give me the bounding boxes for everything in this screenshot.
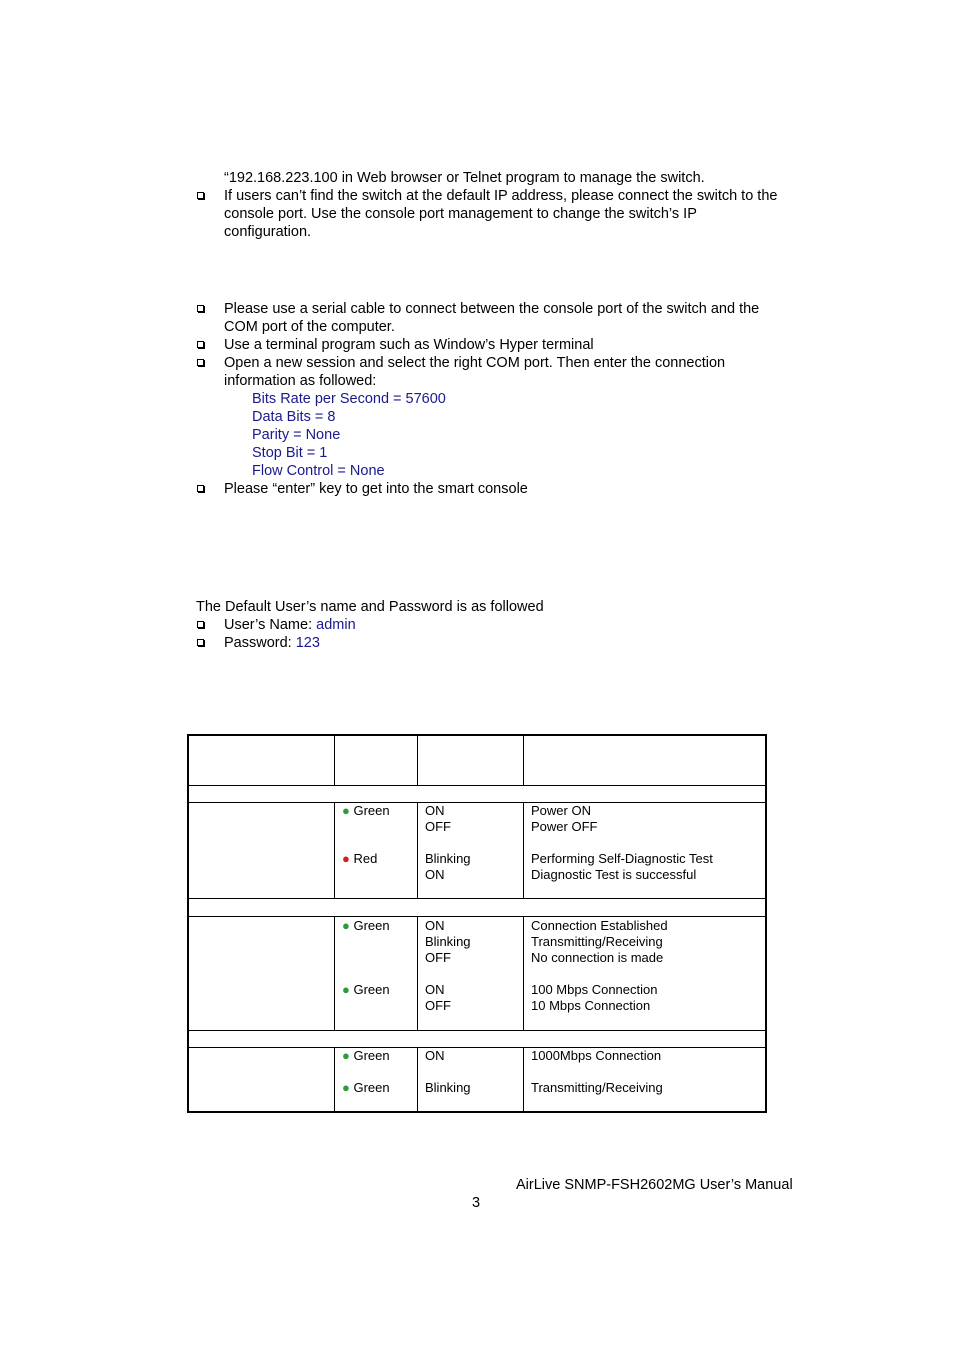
green-dot-icon: ● <box>342 1048 350 1063</box>
green-dot-icon: ● <box>342 918 350 933</box>
username-value: admin <box>316 617 356 633</box>
page-number: 3 <box>472 1195 481 1211</box>
led-meaning: Diagnostic Test is successful <box>531 867 697 882</box>
username-label: User’s Name: <box>224 617 317 633</box>
footer-manual-title: AirLive SNMP-FSH2602MG User’s Manual <box>516 1177 793 1193</box>
led-color-label: Green <box>353 918 390 933</box>
green-dot-icon: ● <box>342 982 350 997</box>
red-dot-icon: ● <box>342 851 350 866</box>
setting-parity: Parity = None <box>252 427 341 443</box>
setting-bits-rate: Bits Rate per Second = 57600 <box>252 391 446 407</box>
username-line <box>224 616 356 634</box>
ip-bullet-line-3: configuration. <box>224 224 312 240</box>
led-state: Blinking <box>425 851 471 866</box>
ip-bullet-line-2: console port. Use the console port management to change the switch’s IP <box>224 206 697 222</box>
led-color-cell <box>342 851 377 867</box>
login-intro: The Default User’s name and Password is as followed <box>196 599 544 615</box>
setting-stop-bit: Stop Bit = 1 <box>252 445 328 461</box>
led-state: ON <box>425 1048 445 1063</box>
led-color-label: Red <box>353 851 378 866</box>
setting-flow-control: Flow Control = None <box>252 463 385 479</box>
green-dot-icon: ● <box>342 803 350 818</box>
led-color-cell <box>342 982 390 998</box>
led-state: Blinking <box>425 934 471 949</box>
led-meaning: No connection is made <box>531 950 664 965</box>
led-color-label: Green <box>353 803 390 818</box>
led-color-label: Green <box>353 1048 390 1063</box>
console-step-2: Use a terminal program such as Window’s Hyper terminal <box>224 337 594 353</box>
led-meaning: 10 Mbps Connection <box>531 998 651 1013</box>
password-line <box>224 634 320 652</box>
checkbox-bullet-icon <box>197 639 204 646</box>
led-state: ON <box>425 867 445 882</box>
checkbox-bullet-icon <box>197 341 204 348</box>
led-state: ON <box>425 918 445 933</box>
led-state: OFF <box>425 819 451 834</box>
console-step-3-line-1: Open a new session and select the right COM port. Then enter the connection <box>224 355 726 371</box>
led-color-cell <box>342 1048 390 1064</box>
password-label: Password: <box>224 635 296 651</box>
led-color-label: Green <box>353 1080 390 1095</box>
led-state: OFF <box>425 998 451 1013</box>
checkbox-bullet-icon <box>197 621 204 628</box>
led-meaning: Transmitting/Receiving <box>531 1080 663 1095</box>
led-state: Blinking <box>425 1080 471 1095</box>
checkbox-bullet-icon <box>197 359 204 366</box>
led-state: ON <box>425 982 445 997</box>
setting-data-bits: Data Bits = 8 <box>252 409 336 425</box>
checkbox-bullet-icon <box>197 192 204 199</box>
checkbox-bullet-icon <box>197 305 204 312</box>
led-state: ON <box>425 803 445 818</box>
led-color-cell <box>342 918 390 934</box>
console-step-1-line-2: COM port of the computer. <box>224 319 395 335</box>
led-meaning: Transmitting/Receiving <box>531 934 663 949</box>
led-color-label: Green <box>353 982 390 997</box>
password-value: 123 <box>295 635 320 651</box>
ip-bullet-line-1: If users can’t find the switch at the default IP address, please connect the switch to the <box>224 188 778 204</box>
led-color-cell <box>342 803 390 819</box>
green-dot-icon: ● <box>342 1080 350 1095</box>
led-meaning: Performing Self-Diagnostic Test <box>531 851 713 866</box>
led-meaning: Power ON <box>531 803 591 818</box>
intro-continuation: “192.168.223.100 in Web browser or Telnet program to manage the switch. <box>224 170 705 186</box>
checkbox-bullet-icon <box>197 485 204 492</box>
console-step-3-line-2: information as followed: <box>224 373 377 389</box>
led-meaning: 100 Mbps Connection <box>531 982 658 997</box>
console-step-1-line-1: Please use a serial cable to connect between the console port of the switch and the <box>224 301 760 317</box>
led-meaning: 1000Mbps Connection <box>531 1048 662 1063</box>
led-state: OFF <box>425 950 451 965</box>
led-meaning: Power OFF <box>531 819 598 834</box>
led-color-cell <box>342 1080 390 1096</box>
led-meaning: Connection Established <box>531 918 668 933</box>
enter-step: Please “enter” key to get into the smart console <box>224 481 528 497</box>
led-indicator-table <box>187 734 767 1113</box>
